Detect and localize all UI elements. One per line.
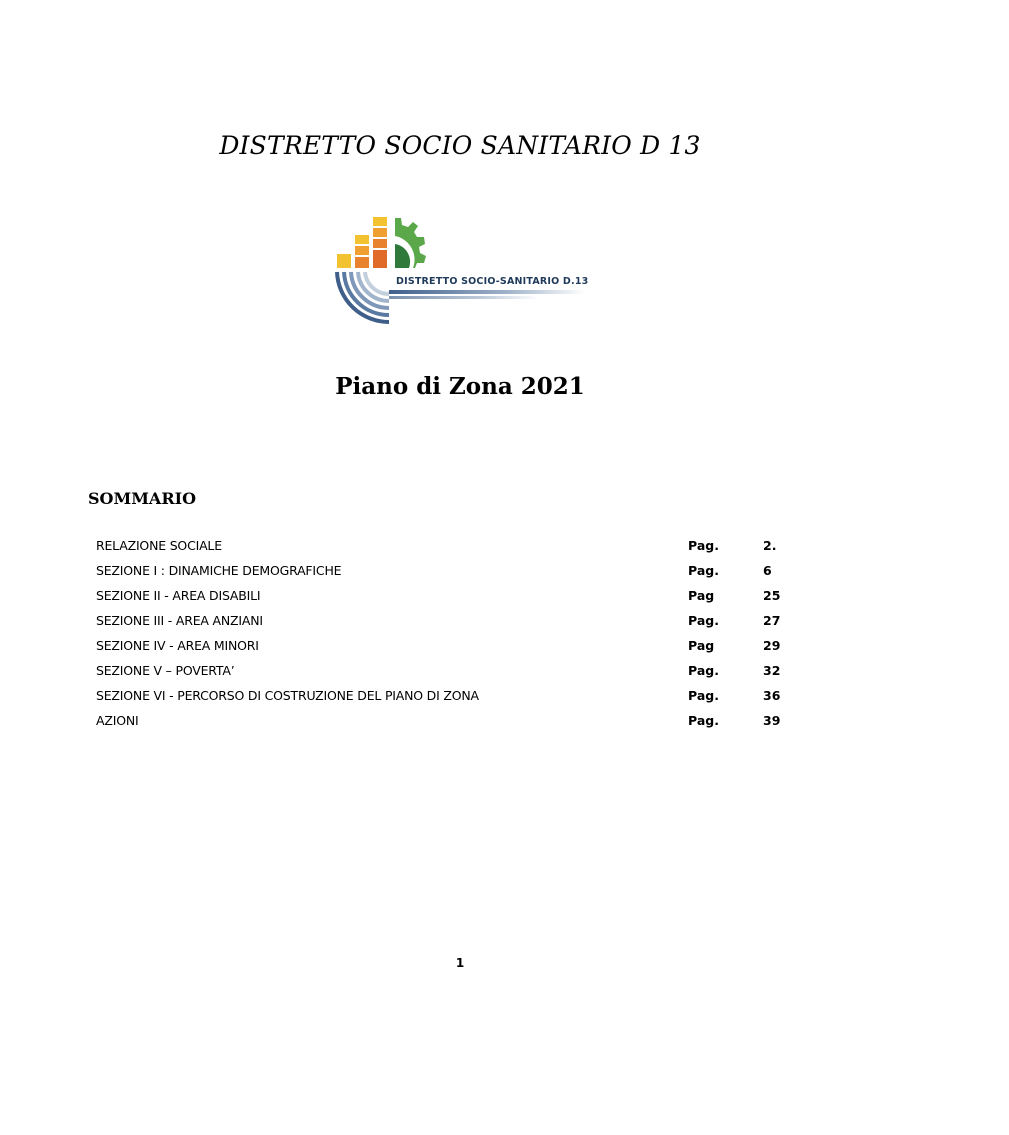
- toc-row[interactable]: [96, 638, 816, 663]
- toc-entry-label: SEZIONE VI - PERCORSO DI COSTRUZIONE DEL PIANO DI ZONA: [96, 688, 479, 703]
- toc-page-number: 29: [763, 638, 781, 653]
- toc-page-number: 39: [763, 713, 781, 728]
- toc-entry-label: SEZIONE II - AREA DISABILI: [96, 588, 261, 603]
- toc-pag-label: Pag: [688, 638, 715, 653]
- arc-stripes-icon: [337, 272, 389, 322]
- toc-entry-label: SEZIONE III - AREA ANZIANI: [96, 613, 263, 628]
- page-number: 1: [455, 956, 465, 970]
- toc-page-number: 27: [763, 613, 781, 628]
- toc-page-number: 2.: [763, 538, 777, 553]
- toc-pag-label: Pag.: [688, 538, 719, 553]
- toc-row[interactable]: [96, 663, 816, 688]
- bar-chart-icon: [337, 217, 387, 268]
- toc-pag-label: Pag.: [688, 713, 719, 728]
- toc-entry-label: SEZIONE IV - AREA MINORI: [96, 638, 259, 653]
- toc-pag-label: Pag: [688, 588, 715, 603]
- toc-entry-label: AZIONI: [96, 713, 139, 728]
- toc-row[interactable]: [96, 588, 816, 613]
- document-title: DISTRETTO SOCIO SANITARIO D 13: [219, 131, 701, 160]
- toc-entry-label: RELAZIONE SOCIALE: [96, 538, 222, 553]
- toc-row[interactable]: [96, 538, 816, 563]
- toc-row[interactable]: [96, 713, 816, 738]
- toc-entry-label: SEZIONE V – POVERTA’: [96, 663, 235, 678]
- gear-icon: [395, 218, 426, 268]
- toc-pag-label: Pag.: [688, 663, 719, 678]
- toc-pag-label: Pag.: [688, 613, 719, 628]
- toc-page-number: 6: [763, 563, 772, 578]
- toc-page-number: 36: [763, 688, 781, 703]
- toc-row[interactable]: [96, 613, 816, 638]
- district-logo-graphic: [335, 214, 585, 324]
- logo-band-thin: [389, 296, 539, 299]
- toc-row[interactable]: [96, 563, 816, 588]
- toc-pag-label: Pag.: [688, 688, 719, 703]
- table-of-contents: [96, 538, 816, 738]
- district-logo: [335, 214, 589, 324]
- toc-row[interactable]: [96, 688, 816, 713]
- logo-text: DISTRETTO SOCIO-SANITARIO D.13: [396, 276, 589, 287]
- toc-pag-label: Pag.: [688, 563, 719, 578]
- summary-heading: SOMMARIO: [88, 489, 197, 508]
- toc-entry-label: SEZIONE I : DINAMICHE DEMOGRAFICHE: [96, 563, 342, 578]
- logo-band: [389, 290, 585, 294]
- toc-page-number: 32: [763, 663, 781, 678]
- toc-page-number: 25: [763, 588, 781, 603]
- document-subtitle: Piano di Zona 2021: [335, 373, 585, 400]
